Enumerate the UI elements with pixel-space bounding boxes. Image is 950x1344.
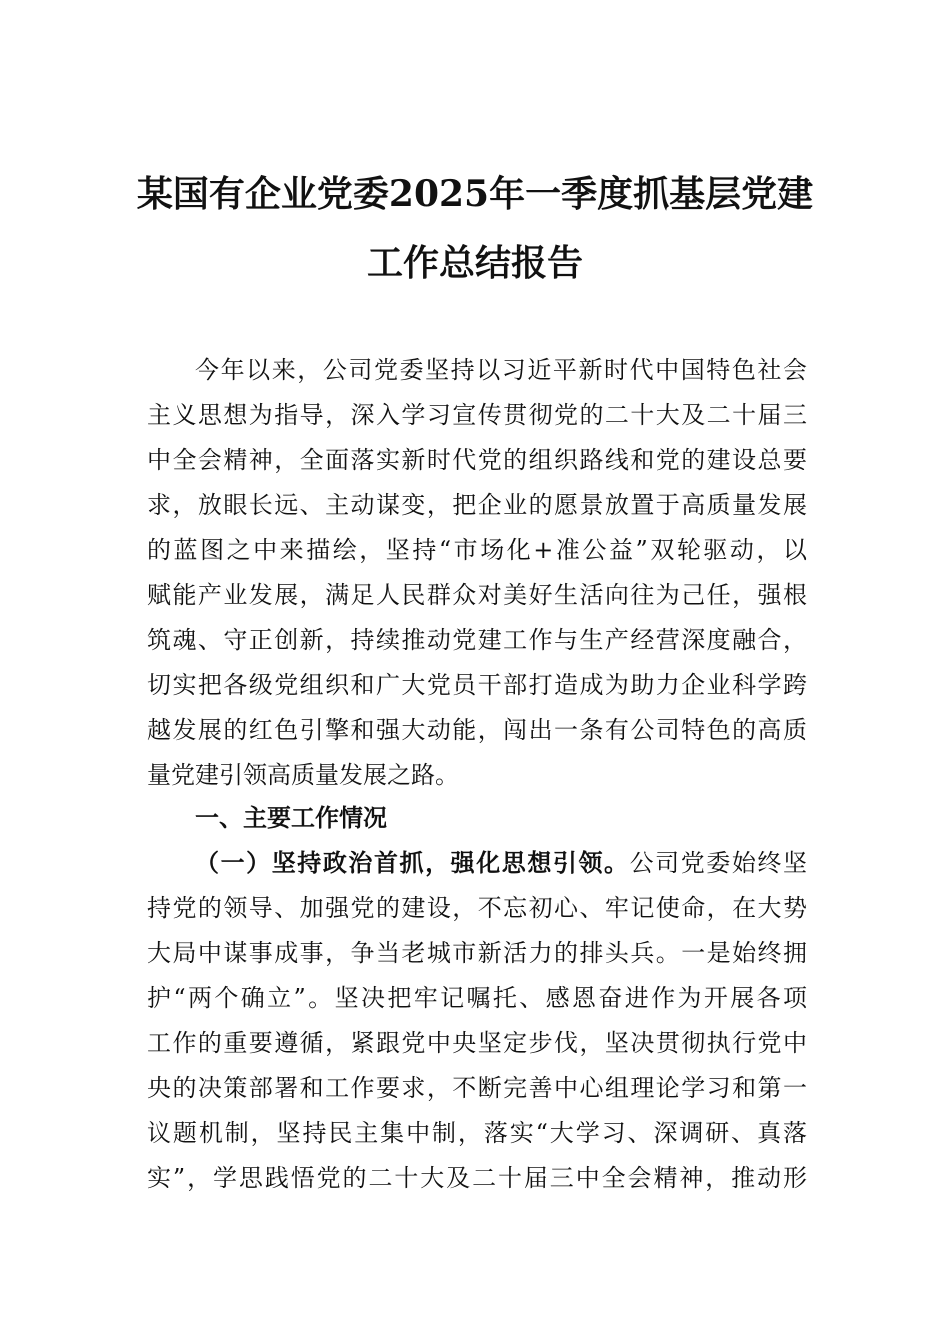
subsection-line: [195, 848, 807, 878]
paragraph-line: 求，放眼长远、主动谋变，把企业的愿景放置于高质量发展: [147, 491, 807, 519]
paragraph-line: 持党的领导、加强党的建设，不忘初心、牢记使命，在大势: [147, 894, 807, 922]
document-title-line-2: 工作总结报告: [366, 242, 583, 284]
paragraph-line: 的蓝图之中来描绘，坚持“市场化+准公益”双轮驱动，以: [147, 536, 807, 564]
paragraph-line: 今年以来，公司党委坚持以习近平新时代中国特色社会: [195, 356, 807, 384]
document-title-line-1: 某国有企业党委2025年一季度抓基层党建: [136, 173, 814, 215]
paragraph-line: 中全会精神，全面落实新时代党的组织路线和党的建设总要: [147, 446, 807, 474]
paragraph-line: 议题机制，坚持民主集中制，落实“大学习、深调研、真落: [147, 1119, 807, 1147]
subsection-heading: （一）坚持政治首抓，强化思想引领。: [195, 849, 630, 877]
paragraph-line: 央的决策部署和工作要求，不断完善中心组理论学习和第一: [147, 1074, 807, 1102]
paragraph-line: 实”，学思践悟党的二十大及二十届三中全会精神，推动形: [147, 1164, 807, 1192]
paragraph-line: 工作的重要遵循，紧跟党中央坚定步伐，坚决贯彻执行党中: [147, 1029, 807, 1057]
paragraph-line: 主义思想为指导，深入学习宣传贯彻党的二十大及二十届三: [147, 401, 807, 429]
paragraph-line: 量党建引领高质量发展之路。: [147, 761, 459, 789]
paragraph-line: 护“两个确立”。坚决把牢记嘱托、感恩奋进作为开展各项: [147, 984, 807, 1012]
section-heading: 一、主要工作情况: [195, 804, 387, 832]
subsection-text: 公司党委始终坚: [629, 849, 808, 877]
paragraph-line: 切实把各级党组织和广大党员干部打造成为助力企业科学跨: [147, 671, 807, 699]
paragraph-line: 赋能产业发展，满足人民群众对美好生活向往为己任，强根: [147, 581, 807, 609]
paragraph-line: 筑魂、守正创新，持续推动党建工作与生产经营深度融合，: [147, 626, 807, 654]
paragraph-line: 越发展的红色引擎和强大动能，闯出一条有公司特色的高质: [147, 716, 807, 744]
paragraph-line: 大局中谋事成事，争当老城市新活力的排头兵。一是始终拥: [147, 939, 807, 967]
